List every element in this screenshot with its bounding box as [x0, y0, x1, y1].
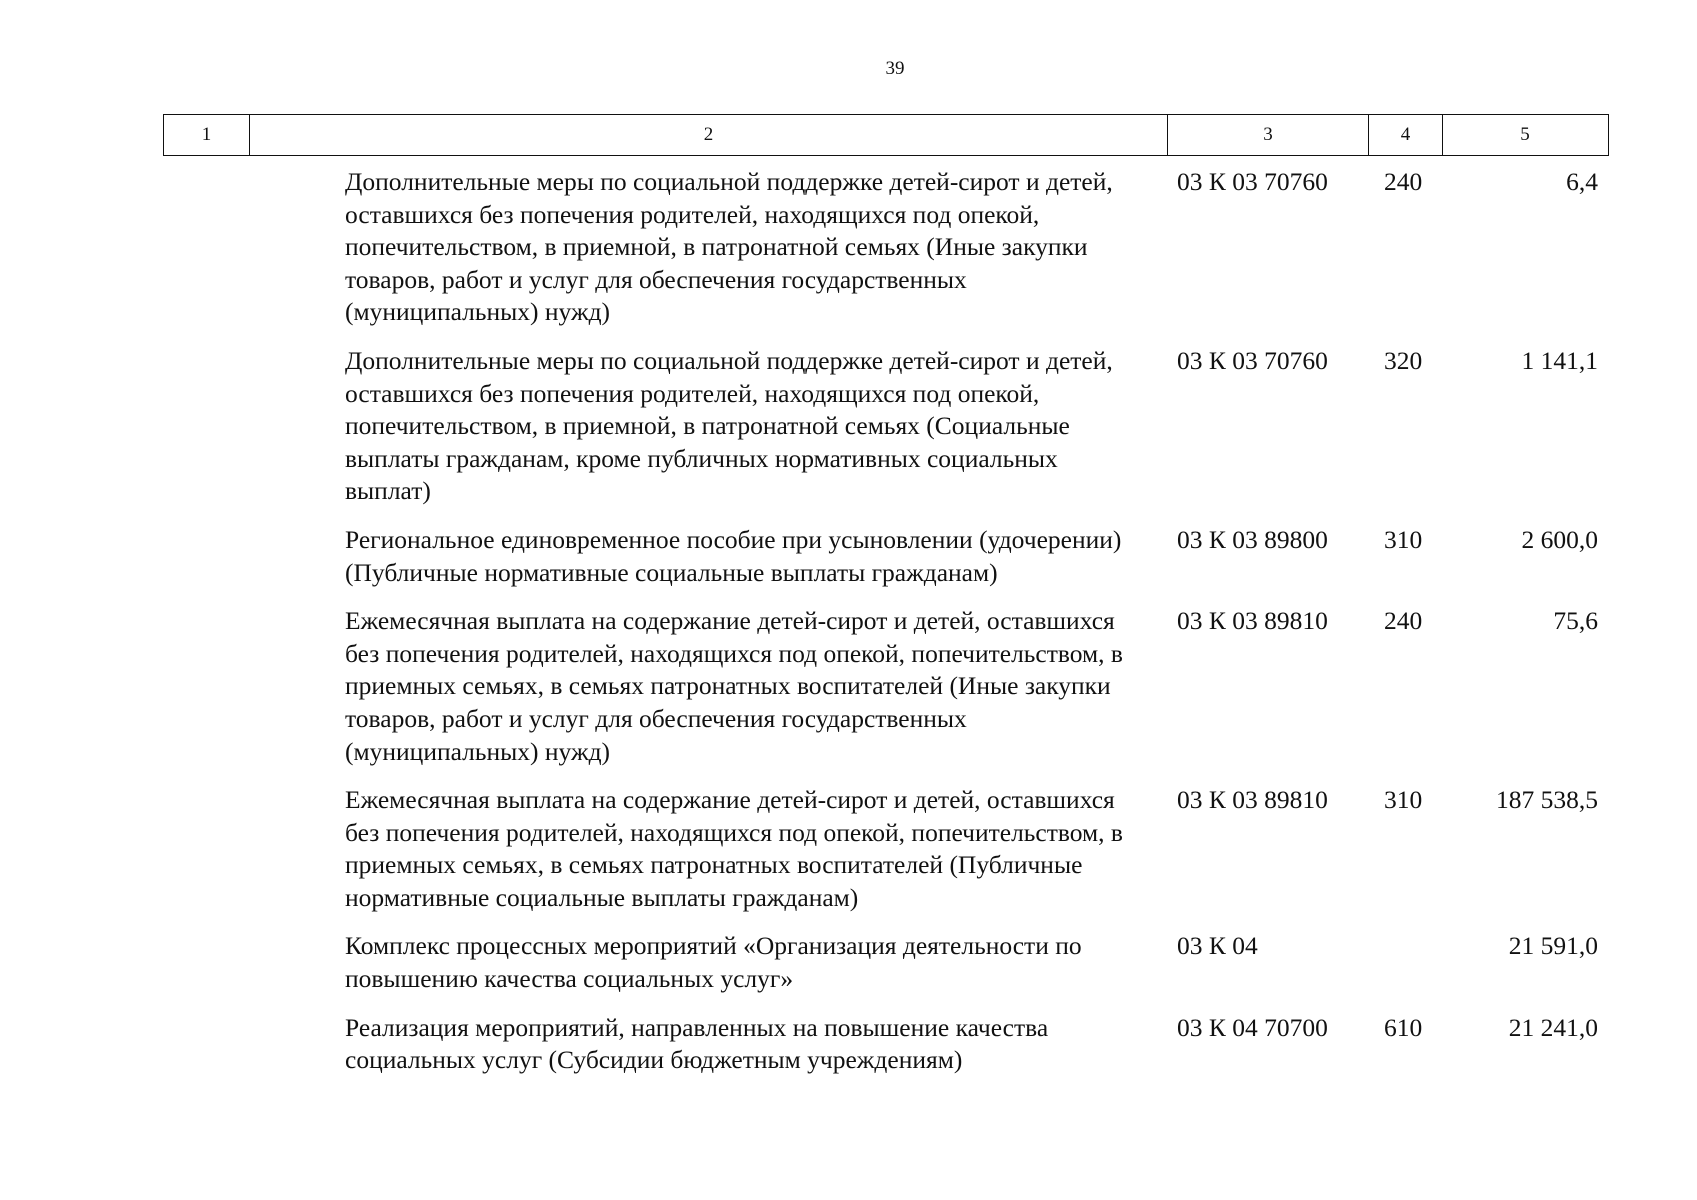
description-line: Комплекс процессных мероприятий «Организация деятельности по: [345, 931, 1082, 961]
description-line: попечительством, в приемной, в патронатной семьях (Иные закупки: [345, 232, 1088, 262]
row-type: 240: [1384, 167, 1423, 196]
row-col-1: [163, 930, 249, 995]
table-row: [163, 784, 1609, 914]
row-amount: 6,4: [1566, 167, 1598, 196]
row-amount: 187 538,5: [1496, 785, 1598, 815]
page-number: 39: [885, 58, 905, 79]
row-type: 310: [1384, 785, 1423, 815]
row-code: 03 К 04 70700: [1177, 1012, 1328, 1042]
description-line: (муниципальных) нужд): [345, 297, 611, 327]
header-col-3: 3: [1168, 115, 1369, 155]
description-line: Ежемесячная выплата на содержание детей-сирот и детей, оставшихся: [345, 606, 1115, 636]
description-line: без попечения родителей, находящихся под опекой, попечительством, в: [345, 638, 1123, 668]
table-row: [163, 166, 1609, 329]
row-col-1: [163, 605, 249, 768]
row-code: 03 К 04: [1177, 931, 1258, 961]
table-row: [163, 524, 1609, 589]
row-type: 610: [1384, 1012, 1423, 1042]
row-col-1: [163, 784, 249, 914]
row-description: [249, 605, 1167, 768]
header-col-5: 5: [1520, 124, 1530, 145]
description-line: товаров, работ и услуг для обеспечения государственных: [345, 703, 967, 733]
table-body: [163, 166, 1609, 1093]
description-line: Реализация мероприятий, направленных на повышение качества: [345, 1012, 1049, 1042]
row-amount: 75,6: [1553, 606, 1598, 636]
description-line: оставшихся без попечения родителей, находящихся под опекой,: [345, 199, 1040, 229]
table-header: [163, 114, 1609, 156]
row-code: 03 К 03 89800: [1177, 524, 1328, 554]
row-amount: 1 141,1: [1521, 345, 1598, 375]
row-type: [1368, 930, 1442, 995]
row-description: [249, 166, 1167, 329]
description-line: товаров, работ и услуг для обеспечения государственных: [345, 264, 967, 294]
row-type: 310: [1384, 524, 1423, 554]
table-row: [163, 605, 1609, 768]
description-line: Дополнительные меры по социальной поддержке детей-сирот и детей,: [345, 167, 1113, 196]
description-line: повышению качества социальных услуг»: [345, 964, 794, 994]
row-col-1: [163, 166, 249, 329]
row-code: 03 К 03 70760: [1177, 167, 1328, 196]
row-col-1: [163, 524, 249, 589]
header-col-4: 4: [1369, 115, 1443, 155]
header-col-1: 1: [164, 115, 250, 155]
description-line: выплат): [345, 476, 431, 506]
header-col-2: 2: [250, 115, 1168, 155]
description-line: Дополнительные меры по социальной поддержке детей-сирот и детей,: [345, 345, 1113, 375]
row-description: [249, 524, 1167, 589]
row-description: [249, 1012, 1167, 1077]
row-amount: 21 591,0: [1508, 931, 1598, 961]
description-line: попечительством, в приемной, в патронатной семьях (Социальные: [345, 411, 1070, 441]
description-line: (муниципальных) нужд): [345, 736, 611, 766]
description-line: социальных услуг (Субсидии бюджетным учреждениям): [345, 1045, 963, 1075]
row-code: 03 К 03 89810: [1177, 785, 1328, 815]
row-code: 03 К 03 89810: [1177, 606, 1328, 636]
row-code: 03 К 03 70760: [1177, 345, 1328, 375]
description-line: приемных семьях, в семьях патронатных воспитателей (Иные закупки: [345, 671, 1111, 701]
row-description: [249, 784, 1167, 914]
row-amount: 2 600,0: [1521, 524, 1598, 554]
row-amount: 21 241,0: [1508, 1012, 1598, 1042]
row-type: 240: [1384, 606, 1423, 636]
description-line: приемных семьях, в семьях патронатных воспитателей (Публичные: [345, 850, 1083, 880]
description-line: оставшихся без попечения родителей, находящихся под опекой,: [345, 378, 1040, 408]
table-row: [163, 345, 1609, 508]
row-type: 320: [1384, 345, 1423, 375]
row-description: [249, 930, 1167, 995]
description-line: Региональное единовременное пособие при усыновлении (удочерении): [345, 524, 1122, 554]
row-description: [249, 345, 1167, 508]
description-line: Ежемесячная выплата на содержание детей-сирот и детей, оставшихся: [345, 785, 1115, 815]
table-row: [163, 1012, 1609, 1077]
description-line: выплаты гражданам, кроме публичных нормативных социальных: [345, 443, 1058, 473]
row-col-1: [163, 345, 249, 508]
description-line: нормативные социальные выплаты гражданам): [345, 882, 859, 912]
row-col-1: [163, 1012, 249, 1077]
table-row: [163, 930, 1609, 995]
description-line: без попечения родителей, находящихся под опекой, попечительством, в: [345, 817, 1123, 847]
description-line: (Публичные нормативные социальные выплаты гражданам): [345, 557, 998, 587]
